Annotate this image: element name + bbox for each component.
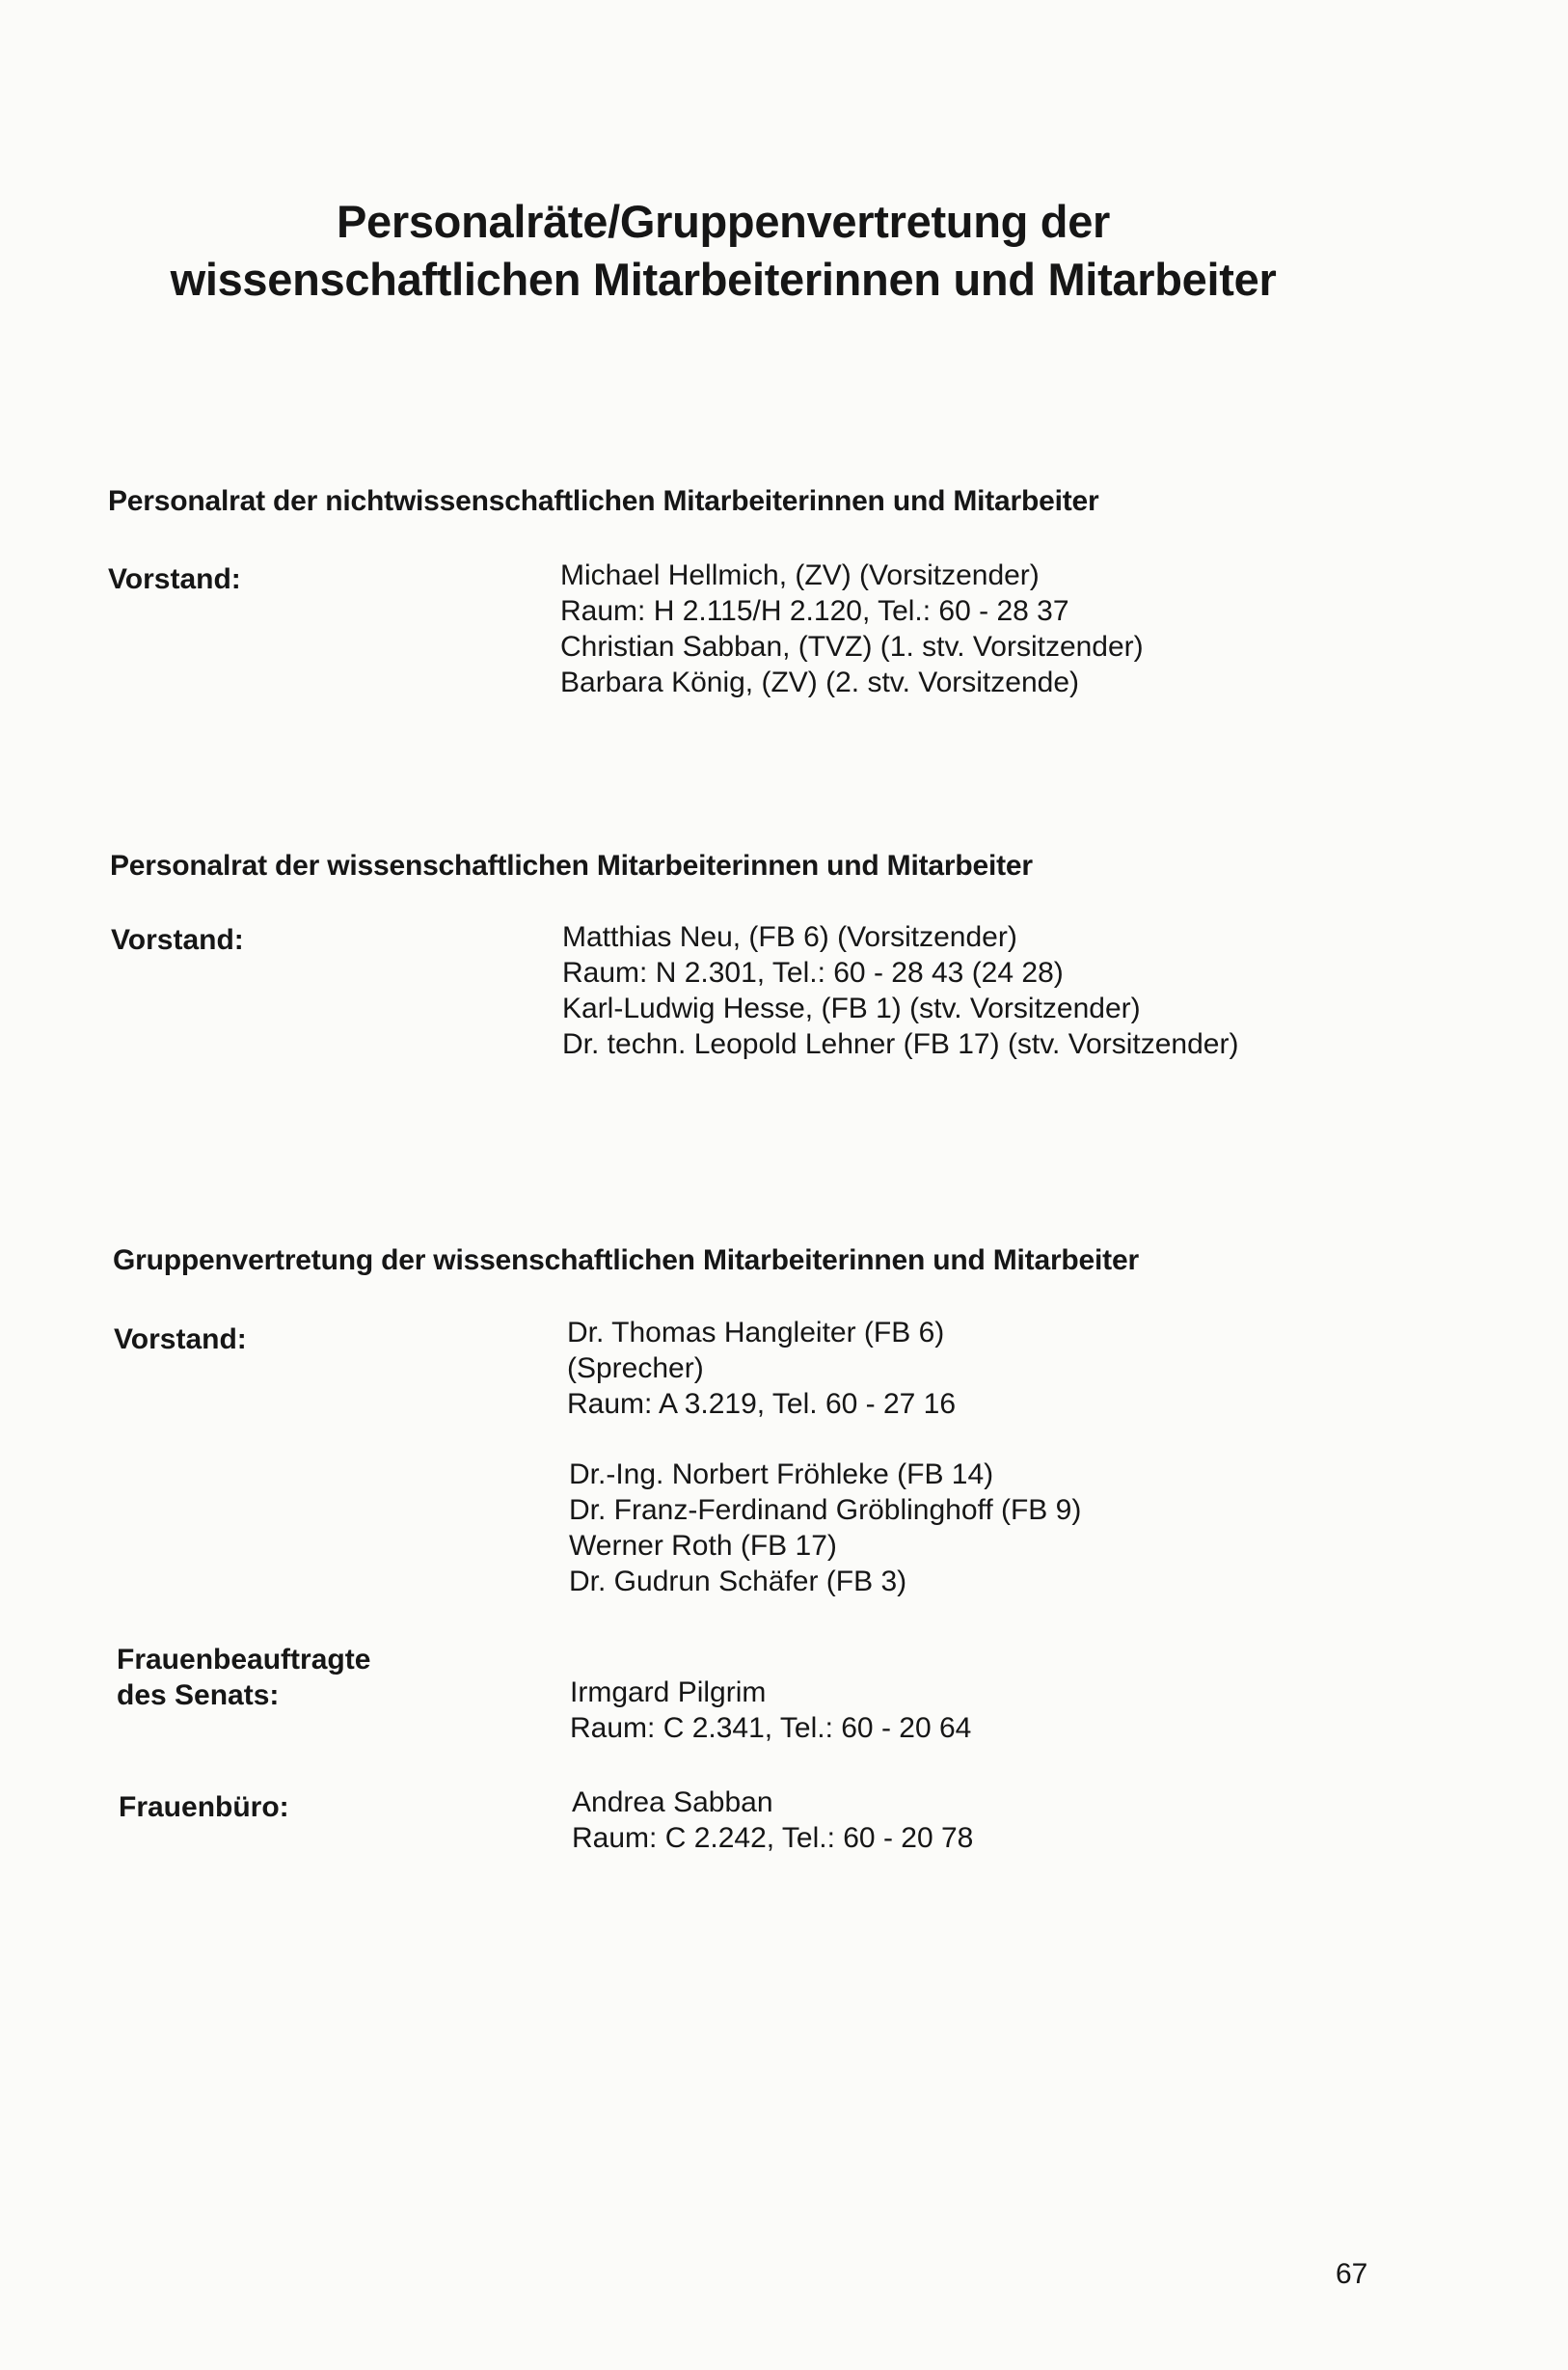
womens-officer-entry: Irmgard Pilgrim — [570, 1676, 767, 1708]
board-entry: Raum: H 2.115/H 2.120, Tel.: 60 - 28 37 — [560, 595, 1069, 627]
section-heading-nonscientific-council: Personalrat der nichtwissenschaftlichen Mitarbeiterinnen und Mitarbeiter — [108, 485, 1099, 517]
board-entry: Dr. Thomas Hangleiter (FB 6) — [567, 1317, 945, 1348]
womens-office-label: Frauenbüro: — [119, 1791, 289, 1823]
section-heading-group-representation: Gruppenvertretung der wissenschaftlichen Mitarbeiterinnen und Mitarbeiter — [113, 1244, 1139, 1276]
board-entry: Matthias Neu, (FB 6) (Vorsitzender) — [562, 921, 1017, 953]
womens-office-entry: Raum: C 2.242, Tel.: 60 - 20 78 — [572, 1822, 974, 1854]
womens-office-entry: Andrea Sabban — [572, 1786, 773, 1818]
board-entry: Karl-Ludwig Hesse, (FB 1) (stv. Vorsitzender) — [562, 993, 1141, 1024]
board-members-list — [560, 558, 1144, 700]
womens-office-details — [572, 1784, 973, 1856]
board-members-list — [562, 919, 1238, 1062]
page-title-line-1: Personalräte/Gruppenvertretung der — [336, 196, 1111, 247]
womens-officer-details — [570, 1675, 971, 1746]
board-entry: Raum: A 3.219, Tel. 60 - 27 16 — [567, 1388, 957, 1420]
board-entry: Barbara König, (ZV) (2. stv. Vorsitzende) — [560, 667, 1079, 698]
womens-officer-entry: Raum: C 2.341, Tel.: 60 - 20 64 — [570, 1712, 972, 1744]
board-entry: (Sprecher) — [567, 1352, 704, 1384]
member-entry: Dr. Gudrun Schäfer (FB 3) — [569, 1566, 907, 1597]
board-members-list — [567, 1315, 956, 1422]
board-label: Vorstand: — [108, 563, 241, 595]
board-entry: Raum: N 2.301, Tel.: 60 - 28 43 (24 28) — [562, 957, 1064, 989]
board-label: Vorstand: — [111, 924, 244, 956]
board-entry: Michael Hellmich, (ZV) (Vorsitzender) — [560, 559, 1040, 591]
member-entry: Werner Roth (FB 17) — [569, 1530, 837, 1562]
page-title — [0, 193, 1446, 309]
board-entry: Dr. techn. Leopold Lehner (FB 17) (stv. Vorsitzender) — [562, 1028, 1239, 1060]
member-entry: Dr.-Ing. Norbert Fröhleke (FB 14) — [569, 1458, 994, 1490]
page-title-line-2: wissenschaftlichen Mitarbeiterinnen und Mitarbeiter — [170, 254, 1277, 305]
womens-officer-label-line-1: Frauenbeauftragte — [117, 1644, 371, 1675]
board-entry: Christian Sabban, (TVZ) (1. stv. Vorsitzender) — [560, 631, 1144, 663]
womens-officer-label — [117, 1642, 370, 1713]
member-entry: Dr. Franz-Ferdinand Gröblinghoff (FB 9) — [569, 1494, 1082, 1526]
board-label: Vorstand: — [114, 1323, 247, 1355]
section-heading-scientific-council: Personalrat der wissenschaftlichen Mitarbeiterinnen und Mitarbeiter — [110, 850, 1033, 882]
womens-officer-label-line-2: des Senats: — [117, 1679, 280, 1711]
page-number: 67 — [1336, 2258, 1368, 2290]
group-members-list — [569, 1457, 1081, 1599]
